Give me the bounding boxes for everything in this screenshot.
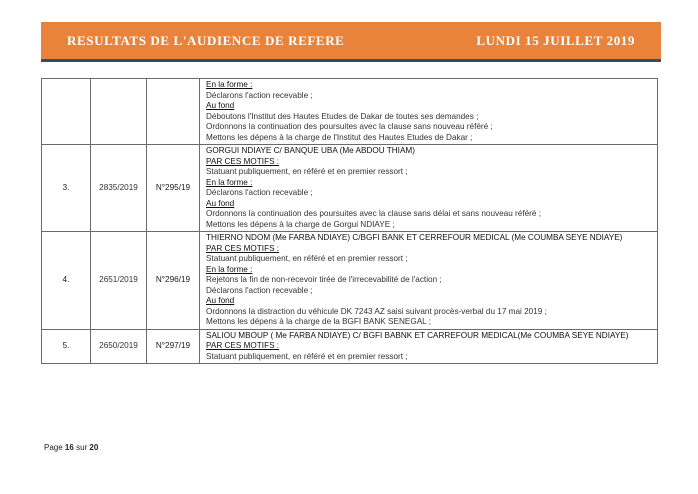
ruling-line: Rejetons la fin de non-recevoir tirée de l'irrecevabilité de l'action ; — [206, 275, 442, 284]
ruling-text — [200, 79, 658, 145]
ruling-line: Déclarons l'action recevable ; — [206, 188, 313, 197]
ruling-line: Déclarons l'action recevable ; — [206, 90, 313, 100]
ruling-line: Ordonnons la continuation des poursuites avec la clause sans délai et sans nouveau référé ; — [206, 209, 541, 218]
ruling-line: Déboutons l'Institut des Hautes Etudes de Dakar de toutes ses demandes ; — [206, 111, 479, 121]
ruling-text — [200, 145, 658, 232]
order-number: N°296/19 — [147, 232, 200, 330]
table-row — [42, 145, 658, 232]
ruling-text — [200, 232, 658, 330]
section-heading: PAR CES MOTIFS : — [206, 156, 280, 166]
case-number: 2835/2019 — [91, 145, 147, 232]
row-number — [42, 79, 91, 145]
section-heading: Au fond — [206, 198, 235, 208]
order-number — [147, 79, 200, 145]
case-parties: GORGUI NDIAYE C/ BANQUE UBA (Me ABDOU THIAM) — [206, 146, 415, 155]
ruling-line: Statuant publiquement, en référé et en premier ressort ; — [206, 167, 408, 176]
section-heading: Au fond — [206, 296, 235, 305]
section-heading: En la forme : — [206, 264, 253, 274]
section-heading: PAR CES MOTIFS : — [206, 341, 280, 350]
case-parties: THIERNO NDOM (Me FARBA NDIAYE) C/BGFI BANK ET CERREFOUR MEDICAL (Me COUMBA SEYE NDIAYE) — [206, 233, 623, 242]
section-heading: En la forme : — [206, 177, 253, 187]
hearing-date: LUNDI 15 JUILLET 2019 — [476, 32, 635, 48]
ruling-line: Statuant publiquement, en référé et en premier ressort ; — [206, 254, 408, 263]
results-table — [41, 78, 658, 364]
row-number: 3. — [42, 145, 91, 232]
row-number: 5. — [42, 329, 91, 364]
page-current: 16 — [64, 443, 74, 452]
row-number: 4. — [42, 232, 91, 330]
case-parties: SALIOU MBOUP ( Me FARBA NDIAYE) C/ BGFI BABNK ET CARREFOUR MEDICAL(Me COUMBA SEYE NDIAYE) — [206, 330, 629, 340]
section-heading: Au fond — [206, 101, 235, 110]
ruling-line: Statuant publiquement, en référé et en premier ressort ; — [206, 351, 408, 361]
case-number: 2651/2019 — [91, 232, 147, 330]
ruling-line: Mettons les dépens à la charge de la BGFI BANK SENEGAL ; — [206, 317, 431, 326]
case-number — [91, 79, 147, 145]
table-row — [42, 232, 658, 330]
section-heading: En la forme : — [206, 80, 253, 89]
ruling-line: Mettons les dépens à la charge de Gorgui NDIAYE ; — [206, 219, 395, 229]
order-number: N°297/19 — [147, 329, 200, 364]
ruling-line: Mettons les dépens à la charge de l'Institut des Hautes Etudes de Dakar ; — [206, 132, 473, 142]
ruling-line: Déclarons l'action recevable ; — [206, 285, 313, 295]
ruling-text — [200, 329, 658, 364]
case-number: 2650/2019 — [91, 329, 147, 364]
ruling-line: Ordonnons la distraction du véhicule DK 7243 AZ saisi suivant procès-verbal du 17 mai 2019 ; — [206, 306, 547, 316]
page-label: Page — [44, 443, 63, 452]
table-row — [42, 79, 658, 145]
page-footer — [44, 443, 98, 452]
document-title: RESULTATS DE L'AUDIENCE DE REFERE — [67, 32, 345, 48]
ruling-line: Ordonnons la continuation des poursuites avec la clause sans nouveau référé ; — [206, 122, 493, 131]
results-table-body — [42, 79, 658, 364]
page-total: 20 — [89, 443, 99, 452]
page-separator: sur — [76, 443, 88, 452]
order-number: N°295/19 — [147, 145, 200, 232]
header-banner — [41, 22, 661, 62]
section-heading: PAR CES MOTIFS : — [206, 243, 280, 253]
table-row — [42, 329, 658, 364]
